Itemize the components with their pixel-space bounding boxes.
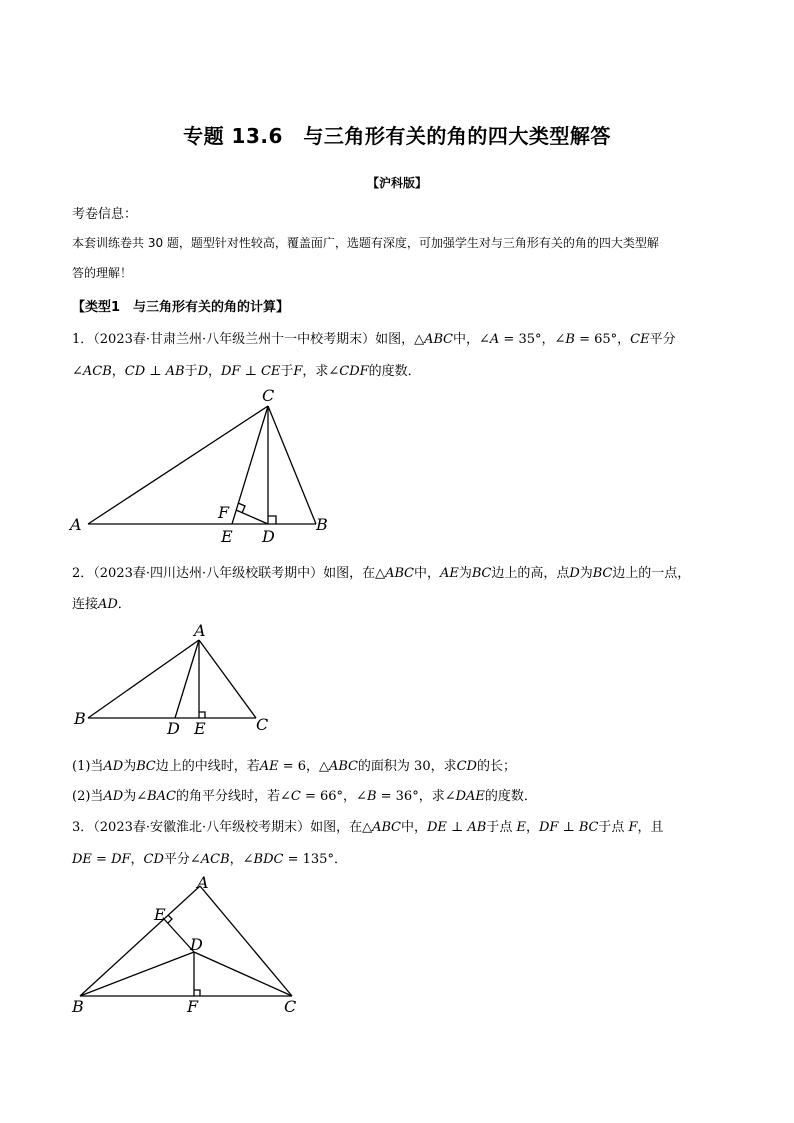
label-a: A bbox=[197, 873, 209, 892]
segment-cd bbox=[194, 952, 292, 996]
segment-bd bbox=[80, 952, 194, 996]
segment-ac bbox=[200, 886, 292, 996]
problem-2-sub1: (1)当𝐴𝐷为𝐵𝐶边上的中线时，若𝐴𝐸 = 6，△𝐴𝐵𝐶的面积为 30，求𝐶𝐷的长； bbox=[72, 759, 516, 774]
segment-ad bbox=[175, 640, 199, 718]
problem-3-figure bbox=[66, 872, 316, 1018]
right-angle-mark-d bbox=[268, 516, 276, 524]
label-f: F bbox=[218, 503, 230, 522]
problem-1-line2: ∠𝐴𝐶𝐵，𝐶𝐷 ⊥ 𝐴𝐵于𝐷，𝐷𝐹 ⊥ 𝐶𝐸于𝐹，求∠𝐶𝐷𝐹的度数． bbox=[72, 364, 421, 379]
right-angle-mark-f bbox=[194, 990, 200, 996]
label-c: C bbox=[284, 997, 297, 1016]
problem-1-line1: 1．（2023春·甘肃兰州·八年级兰州十一中校考期末）如图，△𝐴𝐵𝐶中，∠𝐴 = 35°，∠𝐵 = 65°，𝐶𝐸平分 bbox=[72, 332, 676, 347]
problem-3-line1: 3．（2023春·安徽淮北·八年级校考期末）如图，在△𝐴𝐵𝐶中，𝐷𝐸 ⊥ 𝐴𝐵于点 𝐸，𝐷𝐹 ⊥ 𝐵𝐶于点 𝐹，且 bbox=[72, 820, 664, 835]
label-e: E bbox=[154, 905, 166, 924]
label-e: E bbox=[194, 719, 206, 738]
label-b: B bbox=[72, 997, 84, 1016]
problem-2-sub2: (2)当𝐴𝐷为∠𝐵𝐴𝐶的角平分线时，若∠𝐶 = 66°，∠𝐵 = 36°，求∠𝐷𝐴𝐸的度数． bbox=[72, 789, 537, 804]
segment-df bbox=[236, 510, 268, 524]
label-b: B bbox=[316, 515, 328, 534]
right-angle-mark-e bbox=[168, 915, 172, 923]
page-title: 专题 13.6 与三角形有关的角的四大类型解答 bbox=[183, 124, 611, 148]
label-b: B bbox=[74, 709, 86, 728]
label-c: C bbox=[262, 386, 275, 405]
problem-2-line1: 2．（2023春·四川达州·八年级校联考期中）如图，在△𝐴𝐵𝐶中，𝐴𝐸为𝐵𝐶边上的高，点𝐷为𝐵𝐶边上的一点， bbox=[72, 566, 691, 581]
segment-ce bbox=[232, 406, 268, 524]
label-c: C bbox=[256, 715, 269, 734]
exam-info-line1: 本套训练卷共 30 题，题型针对性较高，覆盖面广，选题有深度，可加强学生对与三角形有关的角的四大类型解 bbox=[72, 236, 659, 250]
label-d: D bbox=[262, 527, 275, 544]
label-d: D bbox=[167, 719, 180, 738]
segment-ac bbox=[88, 406, 268, 524]
label-a: A bbox=[70, 515, 82, 534]
segment-ac bbox=[199, 640, 256, 718]
edition-label: 【沪科版】 bbox=[366, 176, 427, 190]
label-e: E bbox=[221, 527, 233, 544]
segment-bc bbox=[268, 406, 316, 524]
label-a: A bbox=[194, 621, 206, 640]
segment-ab bbox=[80, 886, 200, 996]
problem-1-figure bbox=[66, 384, 346, 544]
section-heading-type1: 【类型1 与三角形有关的角的计算】 bbox=[72, 300, 290, 315]
label-d: D bbox=[190, 935, 203, 954]
problem-2-line2: 连接𝐴𝐷． bbox=[72, 597, 131, 612]
problem-3-line2: 𝐷𝐸 = 𝐷𝐹，𝐶𝐷平分∠𝐴𝐶𝐵，∠𝐵𝐷𝐶 = 135°． bbox=[72, 852, 347, 867]
exam-info-line2: 答的理解！ bbox=[72, 266, 133, 280]
exam-info-label: 考卷信息： bbox=[72, 207, 138, 222]
problem-2-figure bbox=[66, 620, 286, 740]
segment-ab bbox=[88, 640, 199, 718]
right-angle-mark-e bbox=[199, 712, 205, 718]
label-f: F bbox=[187, 997, 199, 1016]
